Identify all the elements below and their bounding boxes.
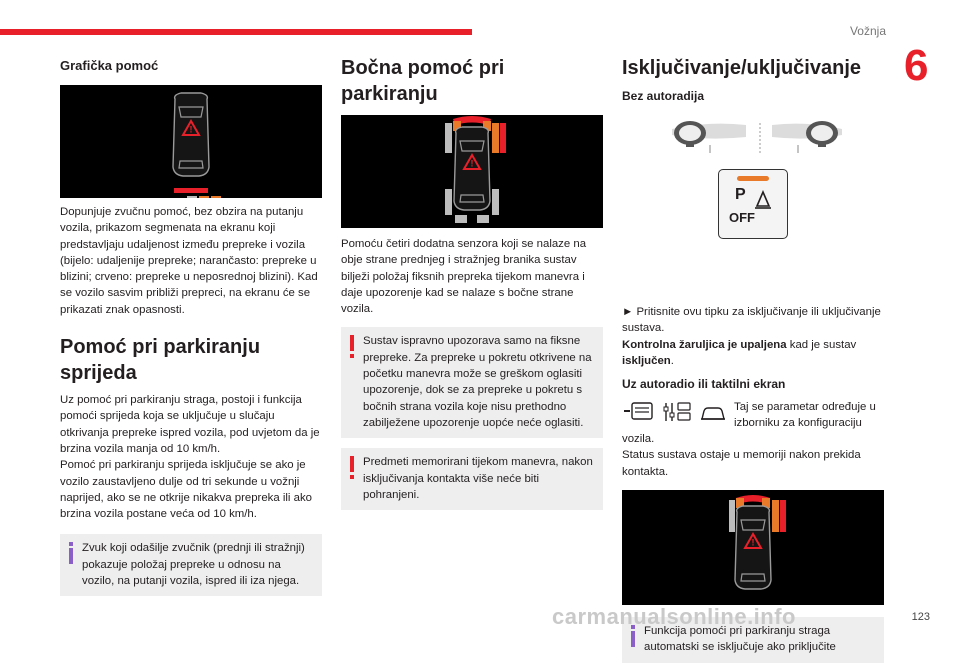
park-assist-off-button[interactable]: [718, 169, 788, 239]
side-assist-text: Pomoću četiri dodatna senzora koji se nalaze na obje strane prednjeg i stražnjeg branika sustav bilježi položaj fiksnih prepreka tijekom manevra i daje upozorenje kad se nalaze s bočne strane vozila.: [341, 238, 587, 316]
warning-icon: [348, 335, 356, 361]
vehicle-word: vozila.: [622, 433, 655, 446]
info-note: [60, 534, 322, 596]
column-2: [341, 55, 603, 510]
sensor-waves-icon: [753, 190, 773, 210]
warning-note-2: [341, 448, 603, 510]
chapter-number: 6: [904, 41, 929, 90]
side-assist-heading: Bočna pomoć pri parkiranju: [341, 57, 505, 105]
menu-config-icons: [622, 399, 726, 427]
param-text: Taj se parametar određuje u izborniku za konfiguraciju: [734, 401, 876, 430]
graphic-assist-text: Dopunjuje zvučnu pomoć, bez obzira na putanju vozila, prikazom segmenata na ekranu koji predstavljaju udaljenost između prepreke i vozila (bijelo: udaljenije prepreke; narančasto: prepreke u blizini; crveno: prepreke u neposrednoj blizini). Kad se vozilo sasvim približi prepreci, na ekranu će se prikazati znak opasnosti.: [60, 206, 318, 316]
button-p-label: P: [735, 186, 746, 203]
steering-wheel-icon: [622, 115, 884, 165]
svg-text:!: !: [751, 537, 755, 548]
top-accent-bar: [0, 29, 472, 35]
warning-note-2-text: Predmeti memorirani tijekom manevra, nakon isključivanja kontakta više neće biti pohranjeni.: [363, 456, 593, 501]
config-icons-row: [622, 399, 884, 431]
press-text: ► Pritisnite ovu tipku za isključivanje ili uključivanje sustava.: [622, 306, 881, 335]
lamp-bold: Kontrolna žaruljica je upaljena: [622, 338, 787, 351]
indicator-lamp: [737, 176, 769, 181]
off-bold: isključen: [622, 354, 671, 367]
lamp-text: [622, 337, 884, 370]
section-title: Vožnja: [849, 24, 886, 38]
front-assist-text-2: Pomoć pri parkiranju sprijeda isključuje se ako je vozilo zaustavljeno dulje od tri sekunde u vožnji naprijed, ako se ne otkrije nikakva prepreka ili ako brzina vozila postane veća od 10 km/h.: [60, 459, 312, 521]
column-3: [622, 55, 884, 663]
svg-text:!: !: [189, 124, 193, 135]
button-off-label: OFF: [729, 210, 755, 225]
car-rear-sensor-illustration: [60, 85, 322, 198]
no-radio-subheading: Bez autoradija: [622, 89, 705, 103]
info-note-2-text: Funkcija pomoći pri parkiranju straga automatski se isključuje ako priključite: [644, 625, 836, 654]
svg-text:!: !: [470, 158, 474, 169]
car-rear-sensor-illustration-2: [622, 490, 884, 605]
toggle-heading: Isključivanje/uključivanje: [622, 57, 862, 79]
graphic-assist-figure: [60, 85, 322, 198]
warning-icon: [348, 456, 356, 482]
page-number: 123: [911, 611, 930, 623]
warning-note-1-text: Sustav ispravno upozorava samo na fiksne prepreke. Za prepreke u pokretu otkrivene na početku manevra može se greškom oglasiti upozorenje, dok se za prepreke u pokretu s bočnih strana vozila koje nisu prethodno zabilježene upozorenje uopće neće oglasiti.: [363, 335, 592, 429]
off-rest: .: [670, 354, 674, 367]
lamp-rest: kad je sustav: [786, 338, 857, 351]
column-1: [60, 55, 322, 596]
info-note-text: Zvuk koji odašilje zvučnik (prednji ili stražnji) pokazuje položaj prepreke u odnosu na vozilo, na putanji vozila, ispred ili iza njega.: [82, 542, 305, 588]
settings-icon: [664, 403, 690, 421]
radio-subheading: Uz autoradio ili taktilni ekran: [622, 377, 786, 392]
radio-icon: [624, 403, 652, 419]
info-icon: [67, 542, 75, 564]
warning-note-1: [341, 327, 603, 438]
vehicle-icon: [701, 408, 725, 419]
front-assist-text-1: Uz pomoć pri parkiranju straga, postoji i funkcija pomoći sprijeda koja se uključuje u slučaju otkrivanja prepreke ispred vozila, pod uvjetom da je brzina vozila manja od 10 km/h.: [60, 394, 320, 455]
steering-wheel-illustrations: [622, 115, 884, 165]
front-assist-heading: Pomoć pri parkiranju sprijeda: [60, 336, 261, 385]
memory-text: Status sustava ostaje u memoriji nakon prekida kontakta.: [622, 449, 861, 478]
rear-assist-figure: [622, 490, 884, 605]
side-assist-figure: [341, 115, 603, 228]
graphic-assist-heading: Grafička pomoć: [60, 58, 159, 73]
watermark: carmanualsonline.info: [552, 604, 796, 629]
car-side-sensor-illustration: [341, 115, 603, 228]
